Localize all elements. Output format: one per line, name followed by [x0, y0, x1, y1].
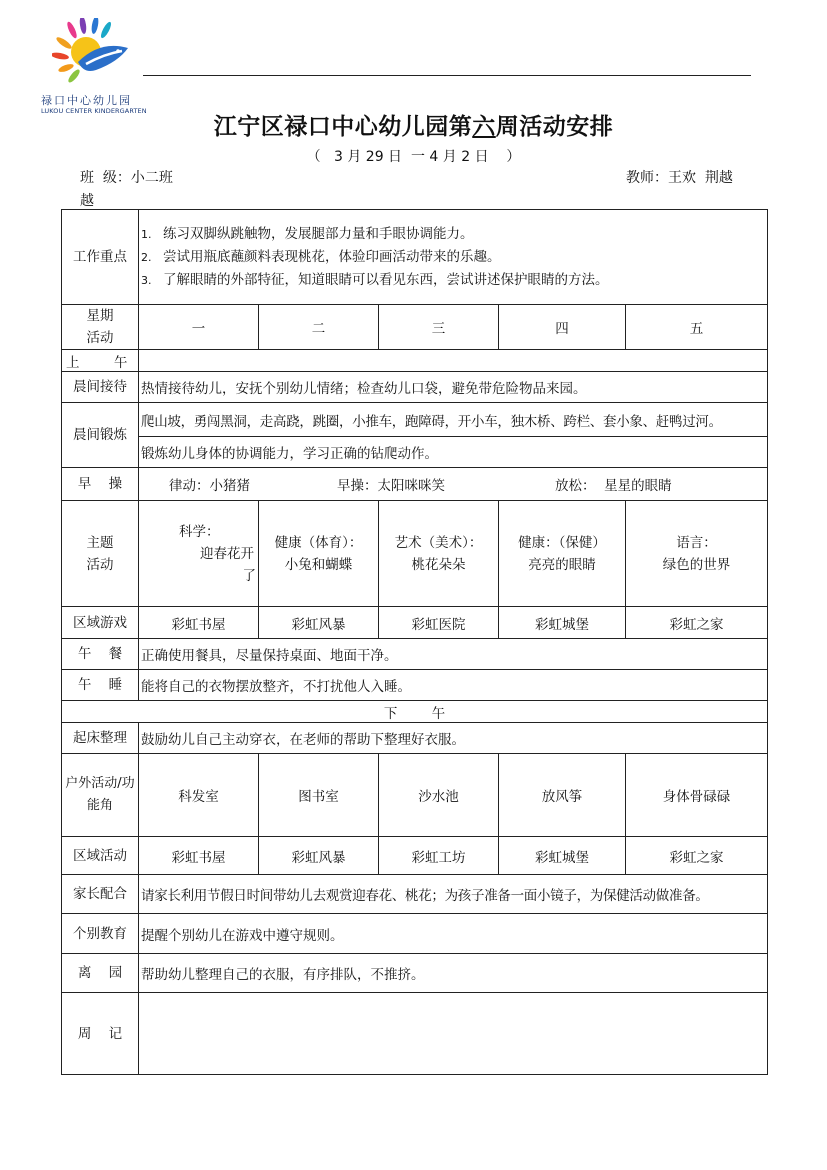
- exercise-label: 晨间锻炼: [62, 403, 139, 468]
- early-exercise-label: 早 操: [62, 468, 139, 501]
- area-activity-tue: 彩虹风暴: [259, 837, 379, 875]
- outdoor-tue: 图书室: [259, 754, 379, 837]
- morning-header-blank: [139, 350, 768, 372]
- theme-thu: 健康：（保健） 亮亮的眼睛: [499, 501, 626, 607]
- theme-row: [62, 501, 768, 607]
- individual-label: 个别教育: [62, 914, 139, 954]
- early-relax: 放松： 星星的眼睛: [555, 478, 672, 494]
- outdoor-mon: 科发室: [139, 754, 259, 837]
- morning-label: 上 午: [62, 350, 139, 372]
- area-game-tue: 彩虹风暴: [259, 607, 379, 639]
- individual-content: 提醒个别幼儿在游戏中遵守规则。: [139, 914, 768, 954]
- work-focus-row: [62, 210, 768, 305]
- outdoor-wed: 沙水池: [379, 754, 499, 837]
- work-focus-item: 1. 练习双脚纵跳触物，发展腿部力量和手眼协调能力。: [141, 225, 474, 242]
- area-game-mon: 彩虹书屋: [139, 607, 259, 639]
- reception-content: 热情接待幼儿，安抚个别幼儿情绪；检查幼儿口袋，避免带危险物品来园。: [139, 372, 768, 403]
- teacher-names: 教师：王欢 荆越: [626, 170, 733, 186]
- theme-mon: 科学： 迎春花开 了: [139, 501, 259, 607]
- weekly-notes-row: [62, 993, 768, 1075]
- parent-row: [62, 875, 768, 914]
- area-activity-mon: 彩虹书屋: [139, 837, 259, 875]
- nap-label: 午 睡: [62, 670, 139, 701]
- title-suffix: 周活动安排: [495, 113, 614, 140]
- rainbow-fish-logo-icon: [52, 18, 136, 90]
- exercise-row-1: [62, 403, 768, 437]
- area-game-row: [62, 607, 768, 639]
- weekday-tue: 二: [259, 305, 379, 350]
- outdoor-fri: 身体骨碌碌: [626, 754, 768, 837]
- lunch-row: [62, 639, 768, 670]
- weekday-row: [62, 305, 768, 350]
- wake-row: [62, 723, 768, 754]
- area-activity-fri: 彩虹之家: [626, 837, 768, 875]
- area-game-wed: 彩虹医院: [379, 607, 499, 639]
- title-week-number: 六: [472, 113, 496, 140]
- parent-label: 家长配合: [62, 875, 139, 914]
- weekday-wed: 三: [379, 305, 499, 350]
- exercise-row-2: [62, 437, 768, 468]
- weekly-schedule-table: [61, 209, 768, 1075]
- outdoor-thu: 放风筝: [499, 754, 626, 837]
- reception-label: 晨间接待: [62, 372, 139, 403]
- weekday-thu: 四: [499, 305, 626, 350]
- work-focus-item: 3. 了解眼睛的外部特征，知道眼睛可以看见东西，尝试讲述保护眼睛的方法。: [141, 271, 609, 288]
- early-exercise-content: [139, 468, 768, 501]
- wake-label: 起床整理: [62, 723, 139, 754]
- reception-row: [62, 372, 768, 403]
- early-rhythm: 律动：小猪猪: [169, 478, 250, 494]
- leave-row: [62, 954, 768, 993]
- theme-label: 主题 活动: [62, 501, 139, 607]
- title-prefix: 江宁区禄口中心幼儿园第: [213, 113, 473, 140]
- area-activity-wed: 彩虹工坊: [379, 837, 499, 875]
- nap-content: 能将自己的衣物摆放整齐，不打扰他人入睡。: [139, 670, 768, 701]
- lunch-content: 正确使用餐具，尽量保持桌面、地面干净。: [139, 639, 768, 670]
- lunch-label: 午 餐: [62, 639, 139, 670]
- afternoon-header-row: [62, 701, 768, 723]
- class-name: 班 级：小二班: [80, 170, 173, 186]
- area-game-label: 区域游戏: [62, 607, 139, 639]
- area-activity-label: 区域活动: [62, 837, 139, 875]
- leave-label: 离 园: [62, 954, 139, 993]
- area-activity-row: [62, 837, 768, 875]
- area-activity-thu: 彩虹城堡: [499, 837, 626, 875]
- weekday-mon: 一: [139, 305, 259, 350]
- outdoor-label: 户外活动/功 能角: [62, 754, 139, 837]
- early-exercise-row: [62, 468, 768, 501]
- page-title: [0, 108, 827, 141]
- exercise-activities: 爬山坡，勇闯黑洞，走高跷，跳圈，小推车，跑障碍，开小车，独木桥、跨栏、套小象、赶鸭过河。: [139, 403, 768, 437]
- morning-header-row: [62, 350, 768, 372]
- theme-tue: 健康（体育）： 小兔和蝴蝶: [259, 501, 379, 607]
- class-name-overflow: 越: [80, 193, 94, 209]
- nap-row: [62, 670, 768, 701]
- leave-content: 帮助幼儿整理自己的衣服，有序排队，不推挤。: [139, 954, 768, 993]
- wake-content: 鼓励幼儿自己主动穿衣，在老师的帮助下整理好衣服。: [139, 723, 768, 754]
- theme-wed: 艺术（美术）： 桃花朵朵: [379, 501, 499, 607]
- header-divider: [143, 75, 751, 76]
- weekly-notes-content: [139, 993, 768, 1075]
- exercise-goal: 锻炼幼儿身体的协调能力，学习正确的钻爬动作。: [139, 437, 768, 468]
- logo-english-name: LUKOU CENTER KINDERGARTEN: [41, 107, 147, 115]
- theme-fri: 语言： 绿色的世界: [626, 501, 768, 607]
- area-game-thu: 彩虹城堡: [499, 607, 626, 639]
- individual-row: [62, 914, 768, 954]
- weekday-label: 星期 活动: [62, 305, 139, 350]
- afternoon-label: 下 午: [62, 701, 768, 723]
- weekly-notes-label: 周 记: [62, 993, 139, 1075]
- outdoor-row: [62, 754, 768, 837]
- work-focus-item: 2. 尝试用瓶底蘸颜料表现桃花，体验印画活动带来的乐趣。: [141, 248, 501, 265]
- work-focus-label: 工作重点: [62, 210, 139, 305]
- weekday-fri: 五: [626, 305, 768, 350]
- early-gym: 早操：太阳咪咪笑: [337, 478, 445, 494]
- kindergarten-logo: [38, 18, 146, 118]
- parent-content: 请家长利用节假日时间带幼儿去观赏迎春花、桃花；为孩子准备一面小镜子，为保健活动做准备。: [139, 875, 768, 914]
- area-game-fri: 彩虹之家: [626, 607, 768, 639]
- logo-chinese-name: 禄口中心幼儿园: [41, 94, 132, 107]
- work-focus-content: [139, 210, 768, 305]
- date-range: （ 3 月 29 日 一 4 月 2 日 ）: [306, 149, 521, 165]
